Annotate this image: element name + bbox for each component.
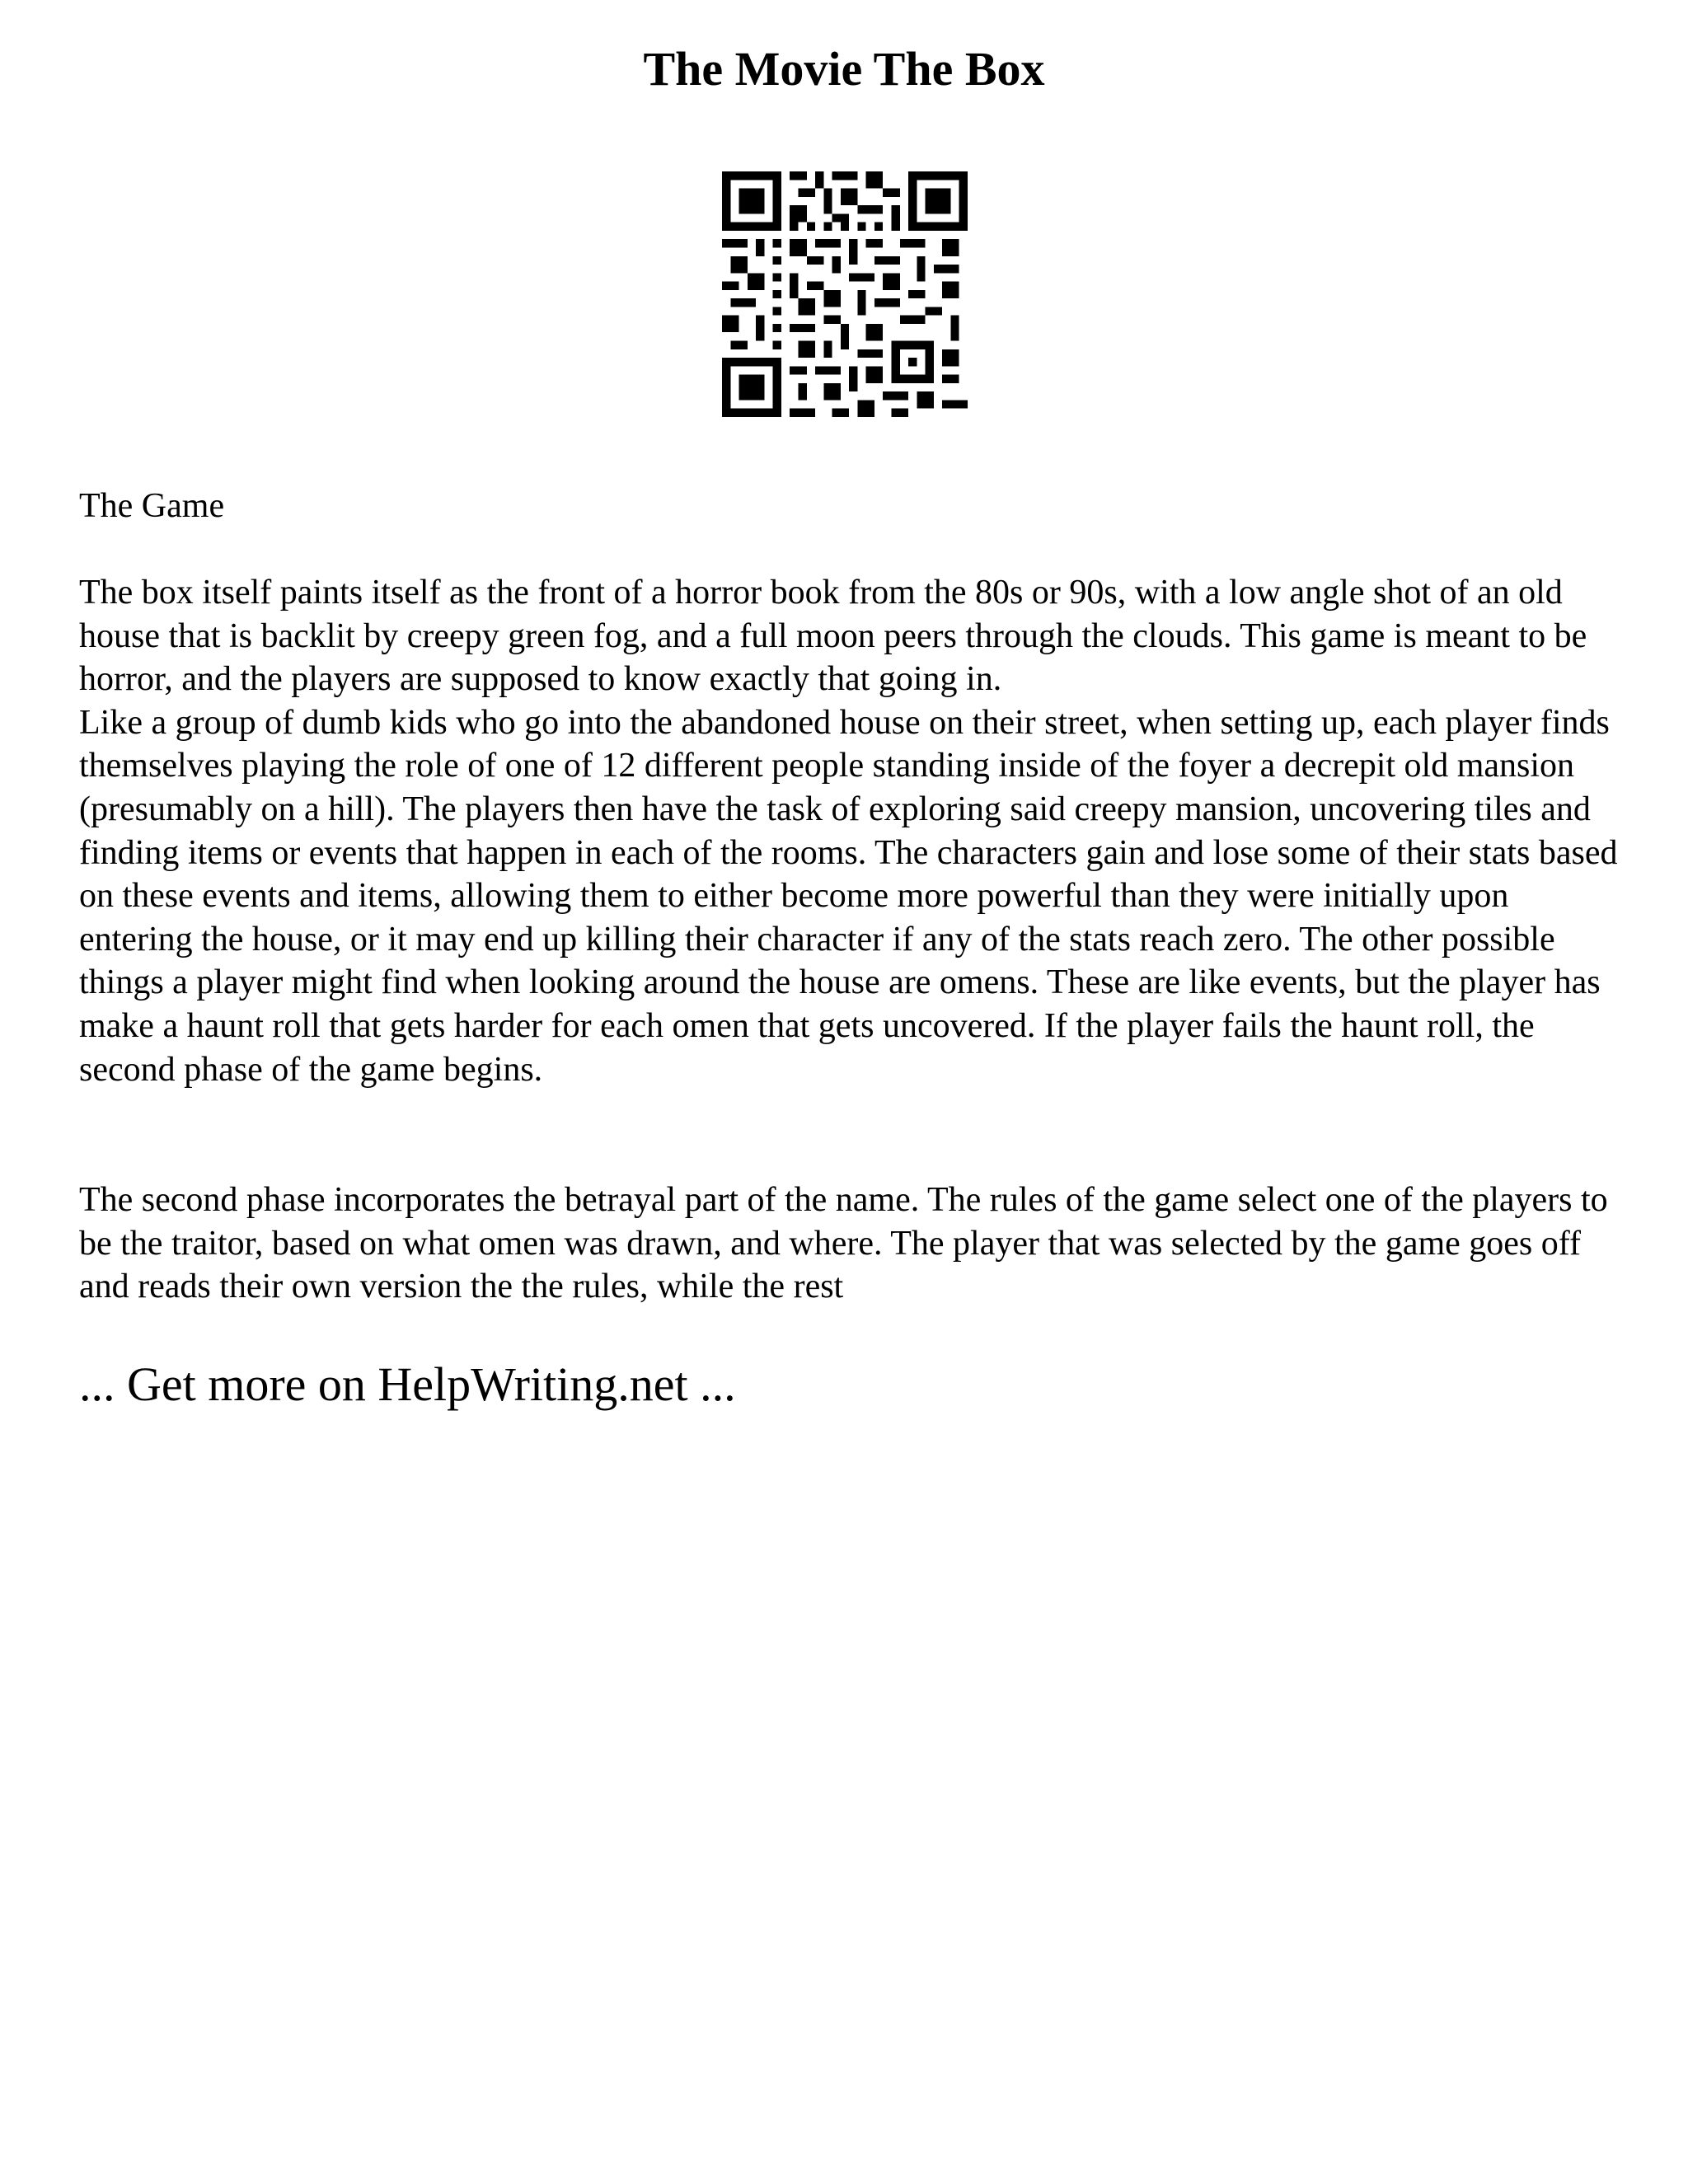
get-more-link[interactable]: ... Get more on HelpWriting.net ...	[79, 1357, 736, 1411]
section-heading: The Game	[79, 487, 225, 525]
page-title: The Movie The Box	[643, 42, 1045, 96]
paragraph-text: The box itself paints itself as the front of a horror book from the 80s or 90s, with a low angle shot of an old house that is backlit by creepy green fog, and a full moon peers through the clouds. This game is meant to be horror, and the players are supposed to know exactly that going in.	[79, 574, 1587, 699]
body-paragraph-2: The second phase incorporates the betrayal part of the name. The rules of the game select one of the players to be the traitor, based on what omen was drawn, and where. The player that was selected by the game goes off and reads their own version the the rules, while the rest	[79, 1181, 1608, 1306]
body-paragraph-1	[79, 571, 1620, 1091]
paragraph-text: Like a group of dumb kids who go into the abandoned house on their street, when setting up, each player finds themselves playing the role of one of 12 different people standing inside of the foyer a decrepit old mansion (presumably on a hill). The players then have the task of exploring said creepy mansion, uncovering tiles and finding items or events that happen in each of the rooms. The characters gain and lose some of their stats based on these events and items, allowing them to either become more powerful than they were initially upon entering the house, or it may end up killing their character if any of the stats reach zero. The other possible things a player might find when looking around the house are omens. These are like events, but the player has make a haunt roll that gets harder for each omen that gets uncovered. If the player fails the haunt roll, the second phase of the game begins.	[79, 703, 1618, 1089]
qr-code-icon[interactable]	[722, 171, 968, 417]
